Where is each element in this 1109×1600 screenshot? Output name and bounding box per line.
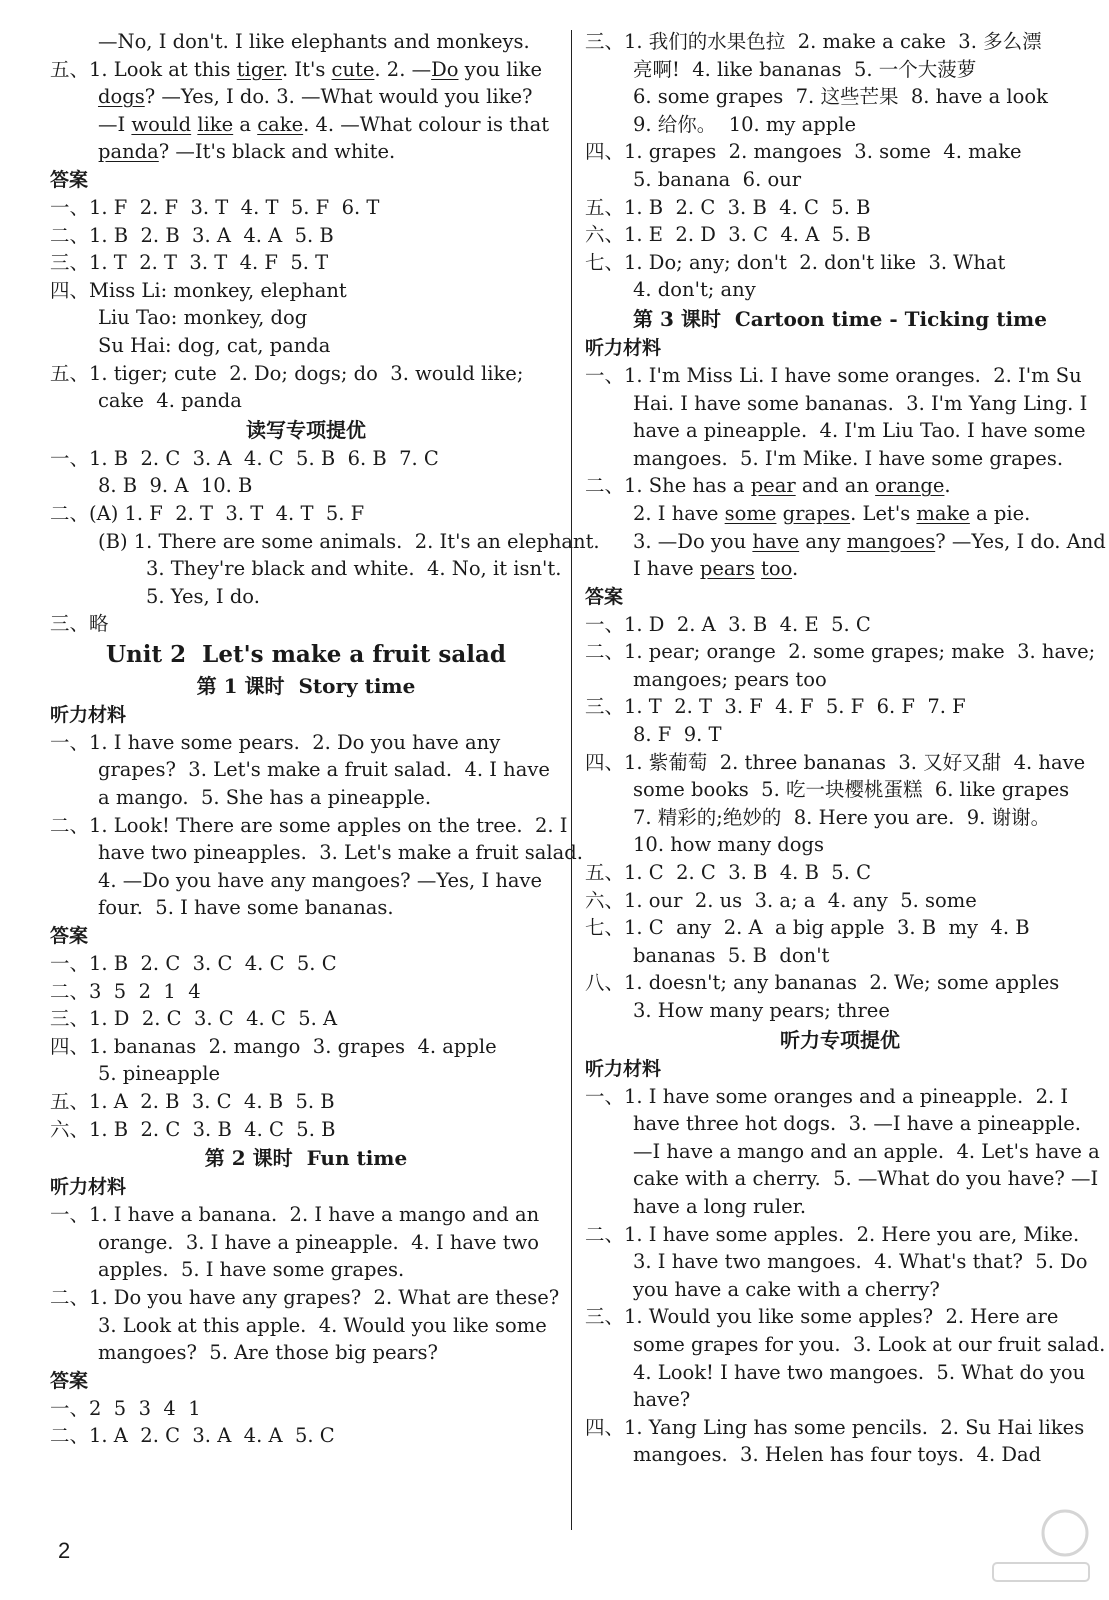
text-line: 三、1. Would you like some apples? 2. Here are (585, 1305, 1059, 1329)
text-line: Liu Tao: monkey, dog (98, 306, 308, 330)
text-line: 一、1. I have some oranges and a pineapple. 2. I (585, 1084, 1069, 1108)
section-title: 第 3 课时 Cartoon time - Ticking time (633, 306, 1047, 331)
text-line: Hai. I have some bananas. 3. I'm Yang Ling. I (633, 391, 1088, 415)
text-line: 10. how many dogs (633, 833, 825, 857)
text-line: 4. don't; any (633, 278, 756, 302)
text-line: 二、(A) 1. F 2. T 3. T 4. T 5. F (50, 501, 365, 525)
text-line: 二、1. B 2. B 3. A 4. A 5. B (50, 223, 334, 247)
column-divider (571, 30, 572, 1530)
text-line: 五、1. C 2. C 3. B 4. B 5. C (585, 861, 872, 885)
text-line: 亮啊! 4. like bananas 5. 一个大菠萝 (633, 57, 977, 81)
text-line: 六、1. B 2. C 3. B 4. C 5. B (50, 1117, 336, 1141)
text-line: 五、1. B 2. C 3. B 4. C 5. B (585, 195, 871, 219)
text-line: 8. B 9. A 10. B (98, 474, 253, 498)
text-line: Su Hai: dog, cat, panda (98, 333, 331, 357)
text-line: have a long ruler. (633, 1194, 807, 1218)
text-line: 一、1. I have some pears. 2. Do you have any (50, 730, 501, 754)
text-line: 3. Look at this apple. 4. Would you like some (98, 1313, 547, 1337)
text-line: 四、1. Yang Ling has some pencils. 2. Su Hai likes (585, 1415, 1085, 1439)
text-line: 5. banana 6. our (633, 167, 802, 191)
text-line: have two pineapples. 3. Let's make a fruit salad. (98, 841, 583, 865)
text-line: 一、1. B 2. C 3. C 4. C 5. C (50, 952, 337, 976)
text-line: 二、1. pear; orange 2. some grapes; make 3. have; (585, 640, 1096, 664)
text-line: 二、1. Look! There are some apples on the tree. 2. I (50, 813, 568, 837)
section-title: 第 1 课时 Story time (196, 673, 416, 698)
text-line: 三、1. T 2. T 3. F 4. F 5. F 6. F 7. F (585, 695, 966, 719)
text-line: apples. 5. I have some grapes. (98, 1258, 405, 1282)
section-label: 答案 (585, 585, 624, 608)
section-label: 答案 (50, 168, 89, 191)
text-line: 4. —Do you have any mangoes? —Yes, I have (98, 868, 543, 892)
text-line: a mango. 5. She has a pineapple. (98, 786, 432, 810)
text-line: 一、1. B 2. C 3. A 4. C 5. B 6. B 7. C (50, 446, 439, 470)
watermark-logo (985, 1505, 1095, 1585)
text-line: 六、1. our 2. us 3. a; a 4. any 5. some (585, 888, 977, 912)
text-line: 八、1. doesn't; any bananas 2. We; some apples (585, 971, 1060, 995)
text-line: orange. 3. I have a pineapple. 4. I have two (98, 1230, 540, 1254)
text-line: 七、1. Do; any; don't 2. don't like 3. What (585, 250, 1006, 274)
text-line: 四、1. 紫葡萄 2. three bananas 3. 又好又甜 4. have (585, 750, 1086, 774)
text-line: some books 5. 吃一块樱桃蛋糕 6. like grapes (633, 778, 1070, 802)
text-line: 五、1. A 2. B 3. C 4. B 5. B (50, 1090, 335, 1113)
text-line: 一、1. F 2. F 3. T 4. T 5. F 6. T (50, 195, 380, 219)
text-line: 二、3 5 2 1 4 (50, 979, 201, 1003)
text-line: 二、1. I have some apples. 2. Here you are, Mike. (585, 1222, 1080, 1246)
text-line: I have pears too. (633, 557, 799, 581)
text-line: four. 5. I have some bananas. (98, 896, 394, 920)
text-line: 3. I have two mangoes. 4. What's that? 5. Do (633, 1250, 1088, 1274)
left-column (50, 28, 600, 1450)
text-line: 二、1. She has a pear and an orange. (585, 474, 951, 498)
text-line: bananas 5. B don't (633, 943, 830, 967)
text-line: cake 4. panda (98, 389, 242, 413)
section-label: 听力材料 (585, 336, 662, 359)
text-line: 5. Yes, I do. (146, 584, 260, 608)
text-line: cake with a cherry. 5. —What do you have? —I (633, 1167, 1099, 1191)
text-line: panda? —It's black and white. (98, 140, 396, 164)
text-line: 三、1. D 2. C 3. C 4. C 5. A (50, 1007, 338, 1031)
text-line: 一、1. I have a banana. 2. I have a mango and an (50, 1203, 540, 1227)
text-line: 3. They're black and white. 4. No, it isn't. (146, 557, 562, 581)
text-line: 8. F 9. T (633, 723, 722, 747)
text-line: 三、略 (50, 612, 109, 636)
text-line: 一、1. D 2. A 3. B 4. E 5. C (585, 612, 871, 636)
text-line: 6. some grapes 7. 这些芒果 8. have a look (633, 85, 1048, 109)
section-title: 第 2 课时 Fun time (204, 1146, 408, 1171)
text-line: 一、2 5 3 4 1 (50, 1396, 201, 1420)
text-line: 5. pineapple (98, 1062, 220, 1086)
text-line: 四、1. bananas 2. mango 3. grapes 4. apple (50, 1034, 497, 1058)
text-line: 五、1. tiger; cute 2. Do; dogs; do 3. would like; (50, 361, 524, 385)
section-label: 答案 (50, 925, 89, 948)
text-line: —I would like a cake. 4. —What colour is that (98, 112, 550, 136)
text-line: dogs? —Yes, I do. 3. —What would you like? (98, 85, 533, 109)
text-line: 四、1. grapes 2. mangoes 3. some 4. make (585, 140, 1022, 164)
text-line: 二、1. A 2. C 3. A 4. A 5. C (50, 1424, 335, 1448)
page-number: 2 (58, 1538, 71, 1563)
text-line: 3. —Do you have any mangoes? —Yes, I do. And (633, 529, 1106, 553)
text-line: 9. 给你。 10. my apple (633, 112, 856, 136)
text-line: mangoes? 5. Are those big pears? (98, 1341, 438, 1365)
text-line: 2. I have some grapes. Let's make a pie. (633, 501, 1031, 525)
text-line: 六、1. E 2. D 3. C 4. A 5. B (585, 223, 871, 247)
right-column (585, 28, 1106, 1469)
text-line: 七、1. C any 2. A a big apple 3. B my 4. B (585, 916, 1030, 940)
text-line: grapes? 3. Let's make a fruit salad. 4. I have (98, 758, 550, 782)
section-title: 读写专项提优 (246, 417, 366, 442)
text-line: 4. Look! I have two mangoes. 5. What do you (633, 1360, 1086, 1384)
text-line: 三、1. T 2. T 3. T 4. F 5. T (50, 251, 329, 275)
section-label: 听力材料 (50, 1176, 127, 1199)
text-line: 四、Miss Li: monkey, elephant (50, 278, 347, 302)
section-label: 听力材料 (585, 1057, 662, 1080)
text-line: 三、1. 我们的水果色拉 2. make a cake 3. 多么漂 (585, 30, 1042, 53)
section-title: Unit 2 Let's make a fruit salad (106, 640, 506, 668)
section-title: 听力专项提优 (780, 1027, 900, 1052)
text-line: have? (633, 1388, 691, 1412)
text-line: 二、1. Do you have any grapes? 2. What are these? (50, 1285, 560, 1309)
text-line: 一、1. I'm Miss Li. I have some oranges. 2. I'm Su (585, 363, 1082, 387)
section-label: 听力材料 (50, 703, 127, 726)
text-line: mangoes. 5. I'm Mike. I have some grapes. (633, 446, 1064, 470)
text-line: 3. How many pears; three (633, 999, 890, 1022)
text-line: mangoes; pears too (633, 667, 827, 691)
text-line: 7. 精彩的;绝妙的 8. Here you are. 9. 谢谢。 (633, 805, 1051, 829)
text-line: (B) 1. There are some animals. 2. It's an elephant. (98, 529, 600, 553)
text-line: —No, I don't. I like elephants and monkeys. (98, 30, 530, 53)
text-line: some grapes for you. 3. Look at our fruit salad. (633, 1332, 1106, 1356)
text-line: have three hot dogs. 3. —I have a pineapple. (633, 1112, 1081, 1136)
text-line: you have a cake with a cherry? (633, 1277, 940, 1301)
text-line: have a pineapple. 4. I'm Liu Tao. I have some (633, 419, 1086, 443)
text-line: 五、1. Look at this tiger. It's cute. 2. —Do you like (50, 57, 543, 81)
section-label: 答案 (50, 1369, 89, 1392)
text-line: —I have a mango and an apple. 4. Let's have a (633, 1139, 1100, 1163)
text-line: mangoes. 3. Helen has four toys. 4. Dad (633, 1443, 1042, 1467)
